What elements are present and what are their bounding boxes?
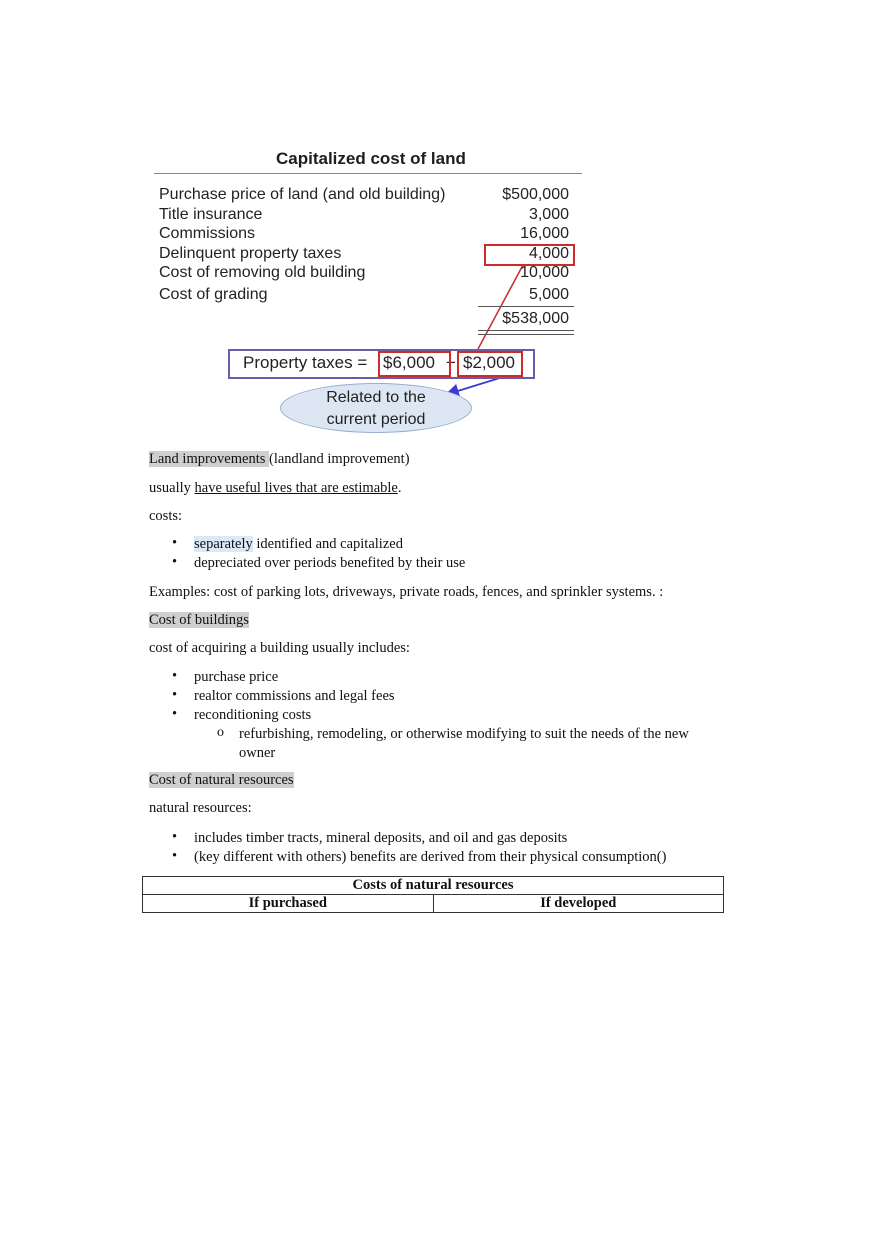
bullet-dot: •: [172, 829, 178, 845]
callout-line2: current period: [326, 411, 426, 428]
bullet-dot: •: [172, 848, 178, 864]
total-double-rule: [478, 330, 574, 335]
list-item: realtor commissions and legal fees: [194, 688, 395, 704]
formula-a-box: [378, 351, 451, 377]
natural-resources-intro: natural resources:: [149, 800, 252, 816]
land-improvements-heading: Land improvements: [149, 451, 270, 467]
useful-lives-line: [149, 480, 401, 497]
buildings-heading: Cost of buildings: [149, 612, 249, 628]
title-rule: [154, 173, 582, 174]
bullet-dot: •: [172, 535, 178, 551]
list-item: depreciated over periods benefited by their use: [194, 555, 466, 571]
row-value: 10,000: [520, 264, 569, 281]
taxes-highlight-box: [484, 244, 575, 266]
figure-title: Capitalized cost of land: [276, 149, 466, 168]
costs-label: costs:: [149, 508, 183, 524]
column-header-developed: If developed: [433, 895, 724, 913]
row-label: Cost of removing old building: [159, 264, 366, 281]
row-value: 3,000: [528, 206, 569, 223]
capitalized-cost-figure: [148, 140, 598, 442]
natural-resources-heading: Cost of natural resources: [149, 772, 294, 788]
row-value: $500,000: [502, 186, 569, 203]
text-segment: .: [397, 480, 402, 496]
row-value: 16,000: [520, 225, 569, 242]
sub-bullet-marker: o: [217, 725, 224, 740]
bullet-dot: •: [172, 554, 178, 570]
formula-a: $6,000: [383, 353, 435, 372]
text-segment: usually: [149, 480, 195, 496]
figure-row: [159, 186, 569, 206]
total-value: $538,000: [502, 310, 569, 327]
buildings-heading-line: [149, 612, 249, 629]
formula-b: $2,000: [463, 353, 515, 372]
formula-prefix: Property taxes =: [243, 353, 368, 372]
examples-line: Examples: cost of parking lots, driveways, private roads, fences, and sprinkler systems. :: [149, 584, 664, 600]
formula-op: −: [446, 353, 456, 372]
row-label: Title insurance: [159, 206, 263, 223]
list-item: [194, 535, 403, 554]
figure-total-row: [159, 310, 569, 330]
highlighted-word: separately: [194, 536, 253, 552]
heading-note: (landland improvement): [269, 451, 410, 467]
row-value: 4,000: [528, 245, 569, 262]
bullet-dot: •: [172, 687, 178, 703]
row-label: Delinquent property taxes: [159, 245, 342, 262]
natural-resources-heading-line: [149, 772, 294, 789]
land-improvements-heading-line: [149, 451, 410, 468]
row-label: Commissions: [159, 225, 256, 242]
row-label: Cost of grading: [159, 286, 268, 303]
callout-line1: Related to the: [326, 389, 426, 406]
list-item: includes timber tracts, mineral deposits, and oil and gas deposits: [194, 830, 568, 846]
underlined-text: have useful lives that are estimable: [194, 480, 398, 496]
figure-row: [159, 206, 569, 226]
row-label: Purchase price of land (and old building): [159, 186, 446, 203]
table-title: Costs of natural resources: [143, 877, 724, 895]
sub-list-item: refurbishing, remodeling, or otherwise modifying to suit the needs of the new owner: [239, 726, 689, 761]
list-item: reconditioning costs: [194, 707, 312, 723]
table-title-row: [143, 877, 724, 895]
table-header-row: [143, 895, 724, 913]
subtotal-rule: [478, 306, 574, 307]
figure-row: [159, 286, 569, 306]
natural-resources-table: [142, 876, 724, 913]
bullet-dot: •: [172, 706, 178, 722]
list-item: (key different with others) benefits are derived from their physical consumption(): [194, 849, 667, 865]
list-item: purchase price: [194, 669, 279, 685]
buildings-intro: cost of acquiring a building usually includes:: [149, 640, 410, 656]
bullet-dot: •: [172, 668, 178, 684]
callout-oval: [280, 383, 472, 433]
row-value: 5,000: [528, 286, 569, 303]
list-item-text: identified and capitalized: [252, 536, 403, 552]
figure-row: [159, 225, 569, 245]
column-header-purchased: If purchased: [143, 895, 434, 913]
figure-row: [159, 264, 569, 284]
formula-b-box: [457, 351, 523, 377]
